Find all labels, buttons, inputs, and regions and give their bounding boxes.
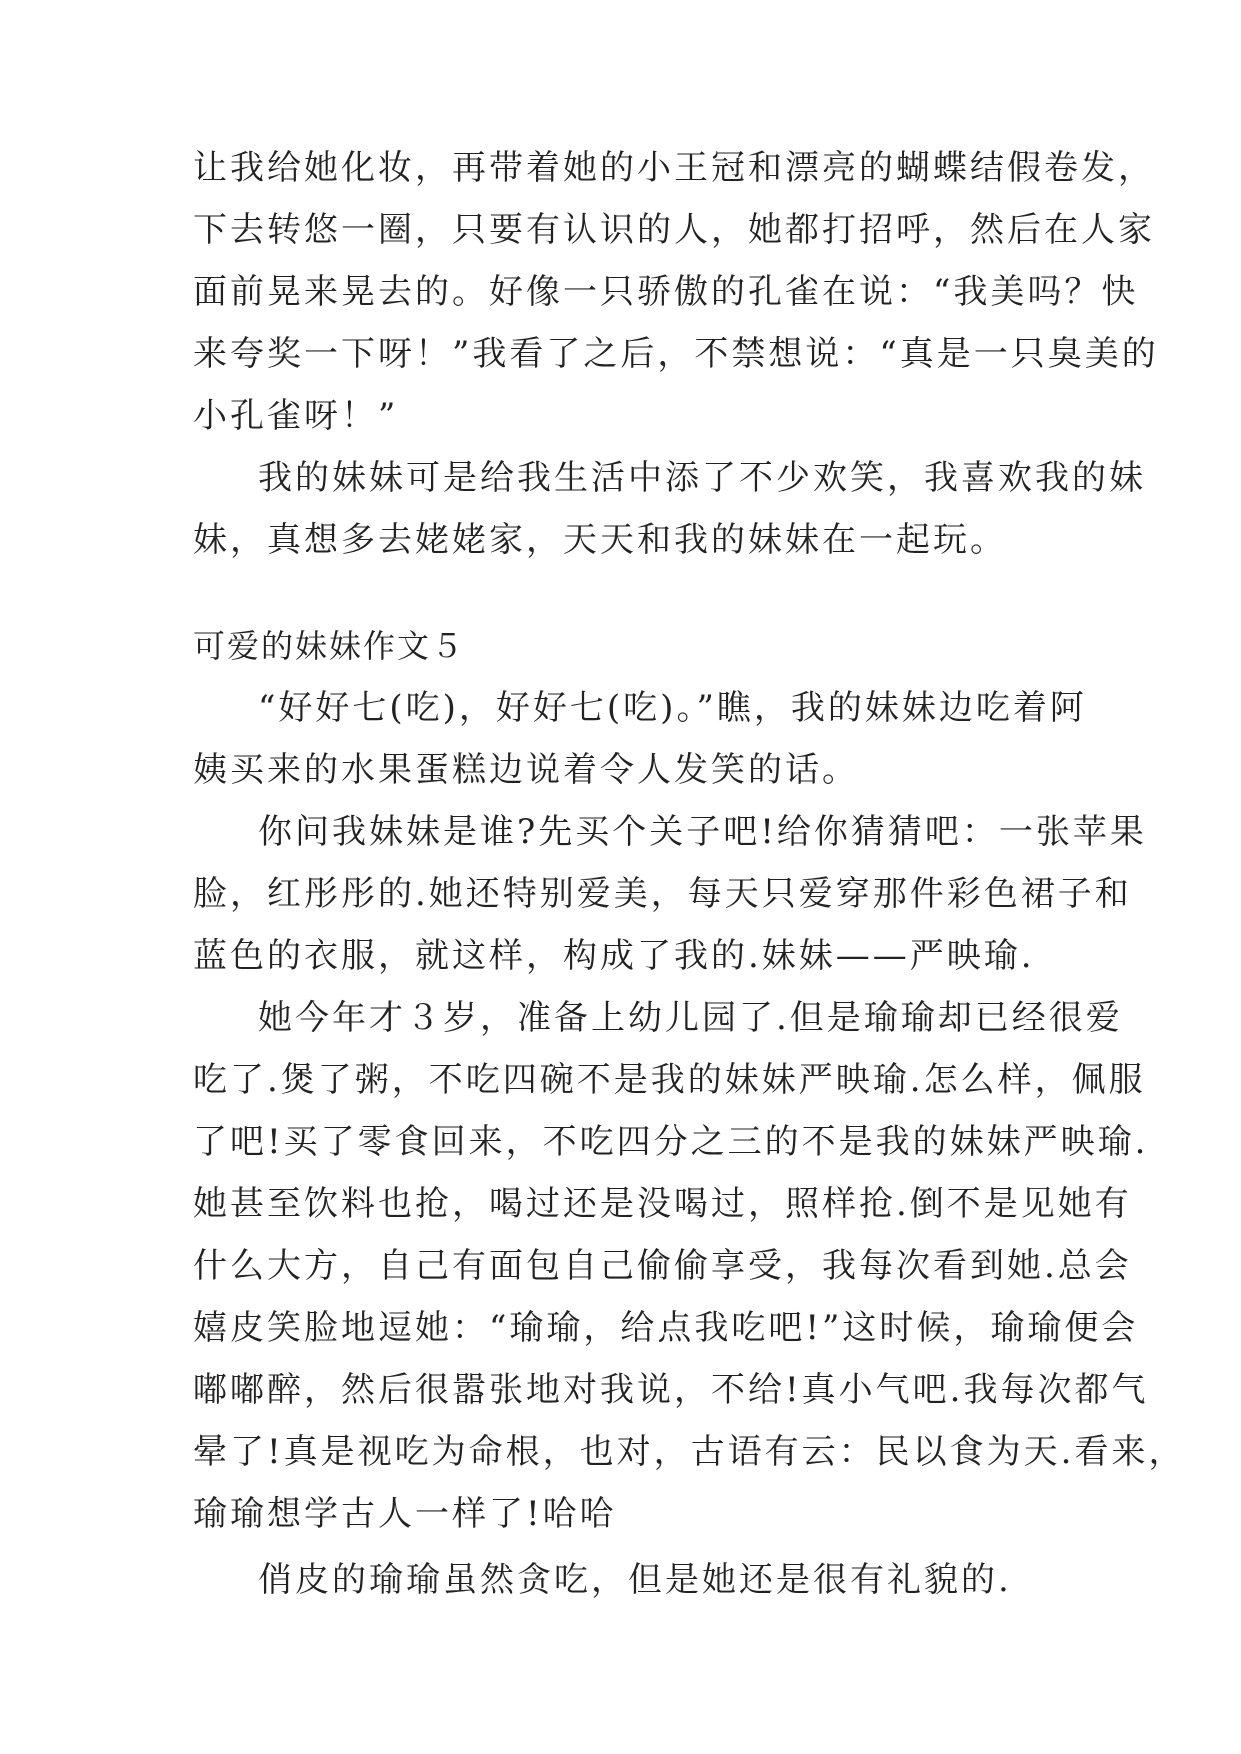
section-heading: 可爱的妹妹作文５ bbox=[193, 627, 466, 665]
text-line: 小孔雀呀！” bbox=[193, 396, 399, 436]
text-line: 晕了!真是视吃为命根，也对，古语有云：民以食为天.看来， bbox=[193, 1432, 1186, 1472]
text-line: 蓝色的衣服，就这样，构成了我的.妹妹——严映瑜. bbox=[193, 936, 1035, 976]
text-line: 来夸奖一下呀！”我看了之后，不禁想说：“真是一只臭美的 bbox=[193, 334, 1159, 374]
text-line: 姨买来的水果蛋糕边说着令人发笑的话。 bbox=[193, 750, 859, 790]
text-line: 嘟嘟醉，然后很嚣张地对我说，不给!真小气吧.我每次都气 bbox=[193, 1370, 1149, 1410]
text-line: 了吧!买了零食回来，不吃四分之三的不是我的妹妹严映瑜. bbox=[193, 1122, 1149, 1162]
text-line: 吃了.煲了粥，不吃四碗不是我的妹妹严映瑜.怎么样，佩服 bbox=[193, 1060, 1146, 1100]
text-line: 让我给她化妆，再带着她的小王冠和漂亮的蝴蝶结假卷发， bbox=[193, 148, 1155, 188]
text-line: 她今年才３岁，准备上幼儿园了.但是瑜瑜却已经很爱 bbox=[258, 998, 1123, 1038]
text-line: 我的妹妹可是给我生活中添了不少欢笑，我喜欢我的妹 bbox=[258, 458, 1146, 498]
text-line: 什么大方，自己有面包自己偷偷享受，我每次看到她.总会 bbox=[193, 1246, 1132, 1286]
text-line: 你问我妹妹是谁?先买个关子吧!给你猜猜吧：一张苹果 bbox=[258, 812, 1147, 852]
text-line: 嬉皮笑脸地逗她：“瑜瑜，给点我吃吧!”这时候，瑜瑜便会 bbox=[193, 1308, 1139, 1348]
text-line: 妹，真想多去姥姥家，天天和我的妹妹在一起玩。 bbox=[193, 520, 1007, 560]
text-line: 俏皮的瑜瑜虽然贪吃，但是她还是很有礼貌的. bbox=[258, 1560, 1012, 1600]
text-line: 瑜瑜想学古人一样了!哈哈 bbox=[193, 1494, 617, 1534]
text-line: 下去转悠一圈，只要有认识的人，她都打招呼，然后在人家 bbox=[193, 210, 1155, 250]
text-line: 脸，红彤彤的.她还特别爱美，每天只爱穿那件彩色裙子和 bbox=[193, 874, 1132, 914]
text-line: 她甚至饮料也抢，喝过还是没喝过，照样抢.倒不是见她有 bbox=[193, 1184, 1132, 1224]
text-line: 面前晃来晃去的。好像一只骄傲的孔雀在说：“我美吗？快 bbox=[193, 272, 1139, 312]
text-line: “好好七(吃)，好好七(吃)。”瞧，我的妹妹边吃着阿 bbox=[258, 688, 1087, 728]
